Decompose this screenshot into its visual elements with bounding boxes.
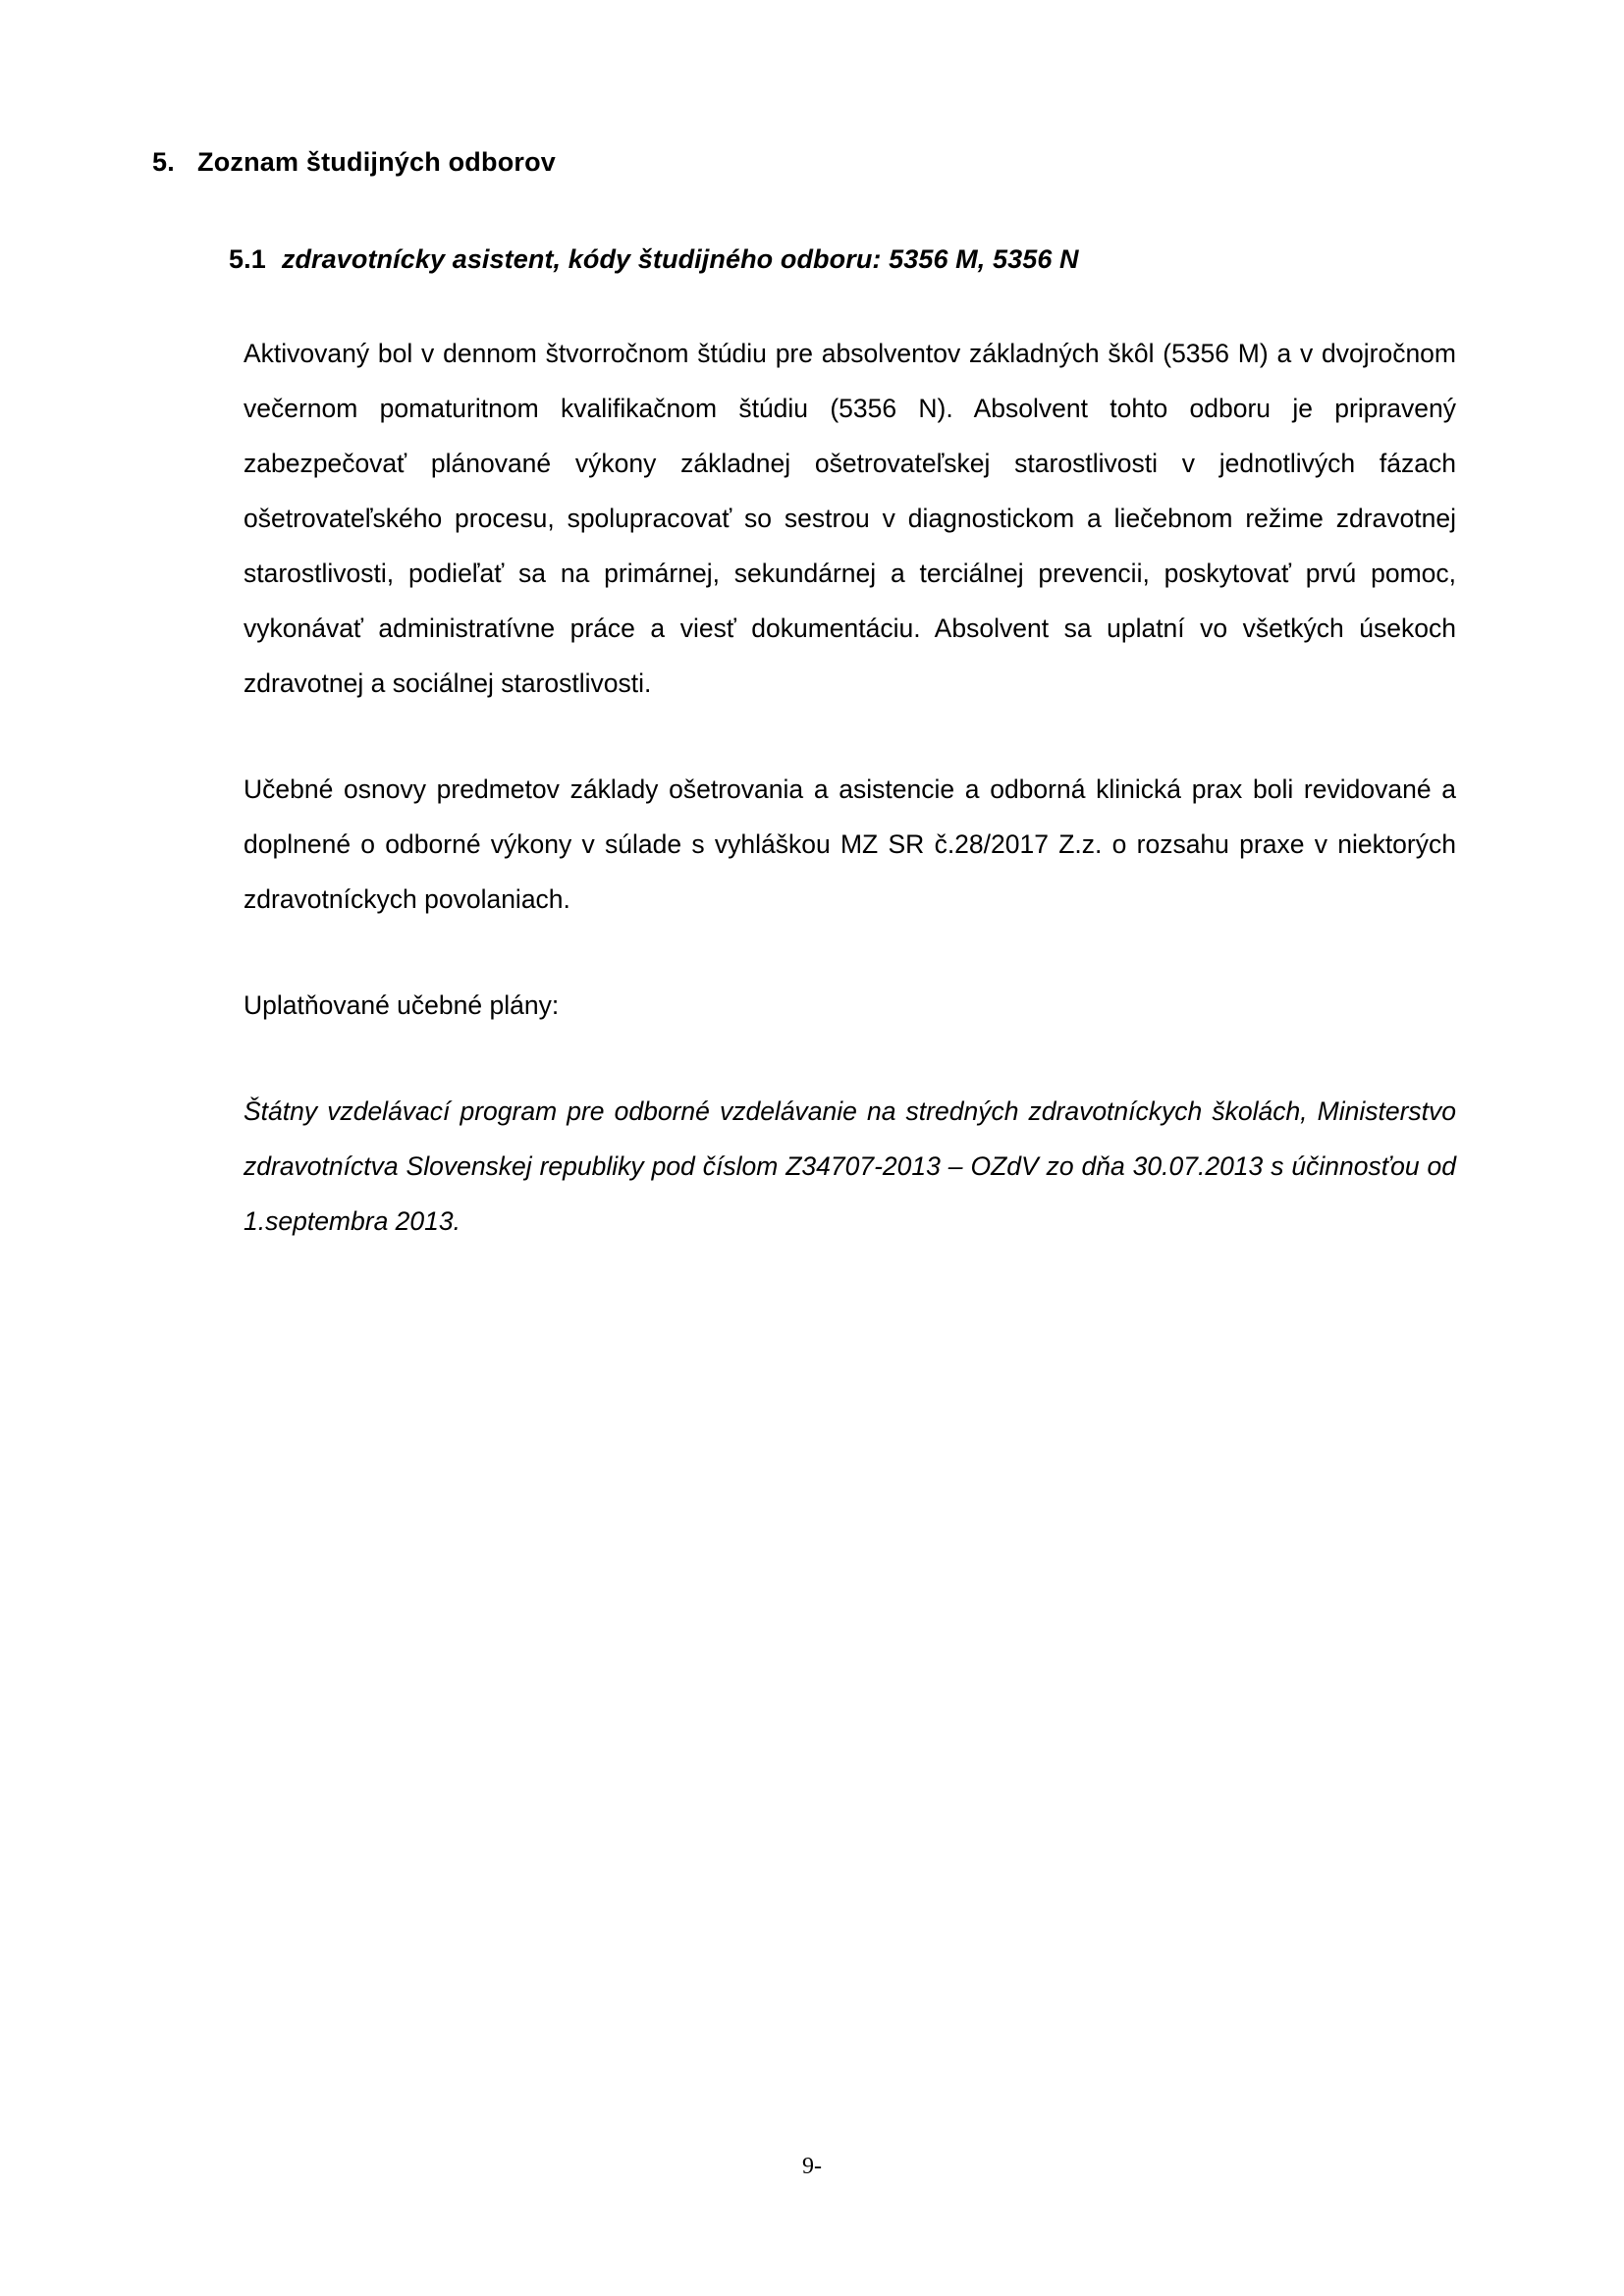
subsection-title: zdravotnícky asistent, kódy študijného odboru: 5356 M, 5356 N [281, 244, 1079, 274]
section-title: Zoznam študijných odborov [197, 147, 557, 177]
subsection-heading [229, 244, 1457, 275]
paragraph-3: Uplatňované učebné plány: [244, 990, 560, 1020]
paragraph-1: Aktivovaný bol v dennom štvorročnom štúdiu pre absolventov základných škôl (5356 M) a v dvojročnom večernom pomaturitnom kvalifikačnom štúdiu (5356 N). Absolvent tohto odboru je pripravený zabezpečovať plánované výkony základnej ošetrovateľskej starostlivosti v jednotlivých fázach ošetrovateľského procesu, spolupracovať so sestrou v diagnostickom a liečebnom režime zdravotnej starostlivosti, podieľať sa na primárnej, sekundárnej a terciálnej prevencii, poskytovať prvú pomoc, vykonávať administratívne práce a viesť dokumentáciu. Absolvent sa uplatní vo všetkých úsekoch zdravotnej a sociálnej starostlivosti. [244, 339, 1456, 698]
section-number: 5. [152, 147, 175, 177]
paragraph-4: Štátny vzdelávací program pre odborné vzdelávanie na stredných zdravotníckych školách, Ministerstvo zdravotníctva Slovenskej republiky pod číslom Z34707-2013 – OZdV zo dňa 30.07.2013 s účinnosťou od 1.septembra 2013. [244, 1096, 1456, 1236]
body-content [244, 326, 1456, 1249]
section-heading [152, 147, 1457, 178]
subsection-number: 5.1 [229, 244, 266, 274]
page-number: 9- [802, 2154, 822, 2179]
paragraph-2: Učebné osnovy predmetov základy ošetrovania a asistencie a odborná klinická prax boli revidované a doplnené o odborné výkony v súlade s vyhláškou MZ SR č.28/2017 Z.z. o rozsahu praxe v niektorých zdravotníckych povolaniach. [244, 774, 1456, 914]
